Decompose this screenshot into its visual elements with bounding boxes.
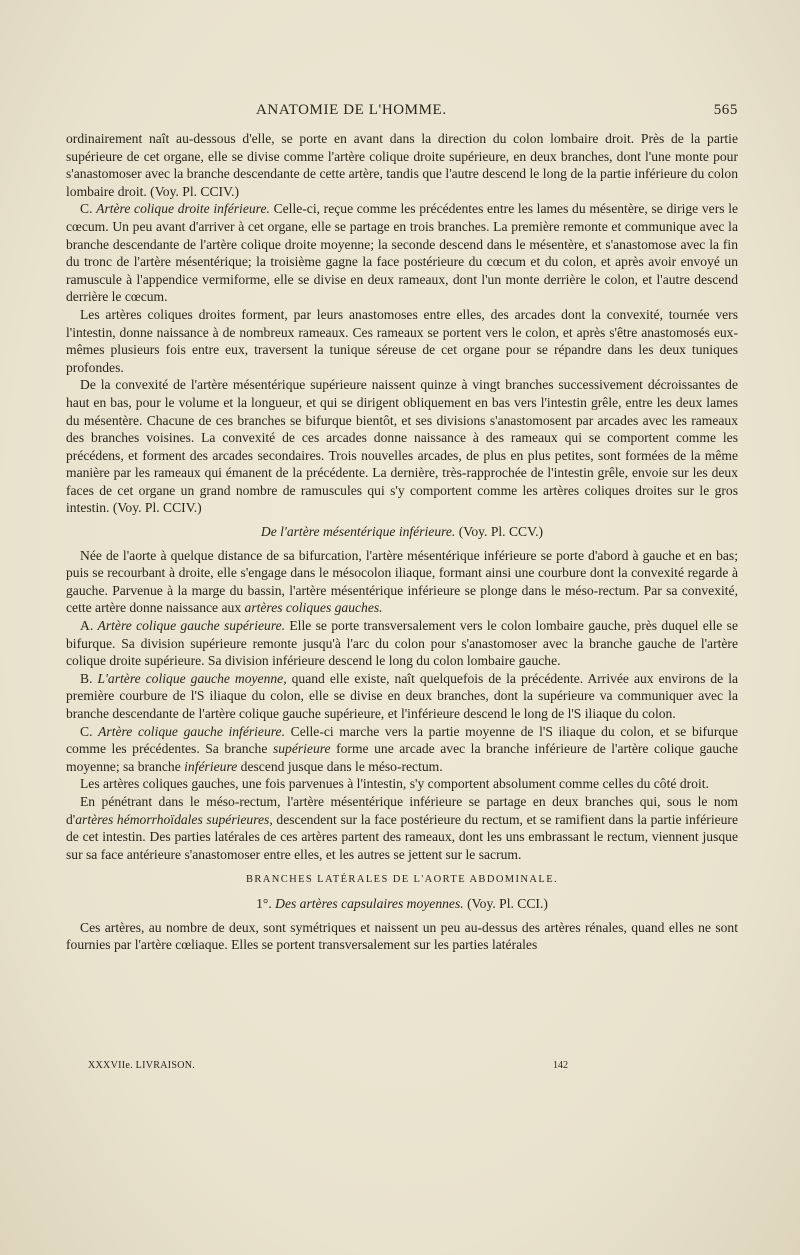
running-title: ANATOMIE DE L'HOMME.	[256, 102, 447, 118]
paragraph-text: Née de l'aorte à quelque distance de sa bifurcation, l'artère mésentérique inférieure se porte d'abord à gauche et en bas; puis se recourbant à droite, elle s'engage dans le mésocolon iliaque, formant ainsi une courbure dont la convexité regarde à gauche. Parvenue à la marge du bassin, l'artère mésentérique inférieure se plonge dans le méso-rectum. Par sa convexité, cette artère donne naissance aux	[66, 547, 738, 616]
section-heading	[66, 895, 738, 913]
item-letter: B.	[80, 670, 93, 686]
paragraph	[66, 670, 738, 723]
italic-term: supérieure	[272, 741, 331, 757]
paragraph: Ces artères, au nombre de deux, sont symétriques et naissent un peu au-dessus des artères rénales, quand elles ne sont fournies par l'artère cœliaque. Elles se portent transversalement sur les parties latérales	[66, 919, 738, 953]
paragraph	[66, 200, 738, 306]
item-title: L'artère colique gauche moyenne,	[97, 670, 287, 686]
plate-reference: (Voy. Pl. CCI.)	[467, 895, 548, 911]
item-text: quand elle existe, naît quelquefois de la précédente. Arrivée aux environs de la première courbure de l'S iliaque du colon, elle se divise en deux branches, dont la supérieure va communiquer avec la branche descendante de l'artère colique gauche supérieure, et l'inférieure descend le long de l'S iliaque du colon.	[66, 670, 739, 721]
item-text: Celle-ci, reçue comme les précédentes entre les lames du mésentère, se dirige vers le cœcum. Un peu avant d'arriver à cet organe, elle se partage en trois branches. La première remonte et communique avec la branche descendante de l'artère colique droite moyenne; la seconde descend dans le mésentère, et s'anastomose avec la fin du tronc de l'artère mésentérique; la troisième gagne la face postérieure du cœcum et du colon, et après avoir envoyé un ramuscule à l'appendice vermiforme, elle se divise en deux rameaux, dont l'un monte derrière le colon, et l'autre descend derrière le cœcum.	[66, 201, 739, 305]
signature-number: 142	[553, 1060, 568, 1071]
paragraph	[66, 723, 738, 776]
section-title: De l'artère mésentérique inférieure.	[260, 524, 456, 540]
page-footer	[88, 1060, 738, 1076]
item-title: Artère colique gauche inférieure.	[98, 723, 285, 739]
chapter-subheading: BRANCHES LATÉRALES DE L'AORTE ABDOMINALE.	[245, 874, 559, 886]
plate-reference: (Voy. Pl. CCV.)	[458, 524, 544, 540]
item-letter: A.	[80, 618, 94, 634]
paragraph	[66, 617, 738, 670]
item-text: Elle se porte transversalement vers le colon lombaire gauche, près duquel elle se bifurque. Sa division supérieure remonte jusqu'à l'arc du colon pour s'anastomoser avec la branche gauche de l'artère colique droite supérieure. Sa division inférieure descend le long du colon lombaire gauche.	[66, 618, 738, 669]
item-text: Celle-ci marche vers la partie moyenne de l'S iliaque du colon, et se bifurque comme les précédentes. Sa branche	[66, 723, 739, 757]
section-heading	[66, 523, 738, 541]
italic-term: artères coliques gauches.	[244, 600, 383, 616]
section-number: 1°.	[256, 895, 272, 911]
paragraph: ordinairement naît au-dessous d'elle, se porte en avant dans la direction du colon lombaire droit. Près de la partie supérieure de cet organe, elle se divise comme l'artère colique droite supérieure, en deux branches, dont l'une monte pour s'anastomoser avec la branche descendante de cette artère, tandis que l'autre descend le long de la partie inférieure du colon lombaire droit. (Voy. Pl. CCIV.)	[66, 131, 738, 199]
item-text: descend jusque dans le méso-rectum.	[240, 758, 443, 774]
italic-term: inférieure	[184, 758, 238, 774]
item-letter: C.	[80, 723, 93, 739]
page-body	[66, 130, 738, 954]
item-text: forme une arcade avec la branche inférieure de l'artère colique gauche moyenne; sa branche	[66, 741, 738, 774]
item-letter: C.	[80, 201, 93, 217]
paragraph-text: En pénétrant dans le méso-rectum, l'artère mésentérique inférieure se partage en deux branches qui, sous le nom d'	[66, 793, 738, 827]
paragraph: De la convexité de l'artère mésentérique supérieure naissent quinze à vingt branches successivement décroissantes de haut en bas, pour le volume et la longueur, et qui se dirigent obliquement en bas vers l'intestin grêle, entre les deux lames du mésentère. Chacune de ces branches se bifurque bientôt, et ses divisions s'anastomosent par arcades avec les rameaux des branches voisines. La convexité de ces arcades donne naissance à des rameaux qui se comportent comme les précédens, et forment des arcades secondaires. Trois nouvelles arcades, de plus en plus petites, sont formées de la même manière par les rameaux qui émanent de la précédente. La dernière, très-rapprochée de l'intestin grêle, envoie sur les deux faces de cet organe un grand nombre de ramuscules qui s'y comportent comme les artères coliques droites sur le gros intestin. (Voy. Pl. CCIV.)	[66, 377, 738, 516]
paragraph-text: descendent sur la face postérieure du rectum, et se ramifient dans la partie inférieure de cet intestin. Des parties latérales de ces artères partent des rameaux, dont les uns embrassant le rectum, viennent jusque sur sa face antérieure s'anastomoser entre elles, et les autres se jettent sur le sacrum.	[66, 811, 738, 862]
paragraph: Les artères coliques droites forment, par leurs anastomoses entre elles, des arcades dont la convexité, tournée vers l'intestin, donne naissance à de nombreux rameaux. Ces rameaux se portent vers le colon, et après s'être anastomosés eux-mêmes plusieurs fois entre eux, traversent la tunique séreuse de cet organe pour se répandre dans les deux tuniques profondes.	[66, 306, 738, 375]
paragraph	[66, 793, 738, 863]
page-number: 565	[713, 102, 738, 118]
item-title: Artère colique gauche supérieure.	[97, 618, 286, 634]
paragraph	[66, 547, 738, 617]
paragraph: Les artères coliques gauches, une fois parvenues à l'intestin, s'y comportent absolument comme celles du côté droit.	[80, 776, 709, 792]
item-title: Artère colique droite inférieure.	[96, 201, 270, 217]
page-header	[66, 100, 738, 122]
signature-mark: XXXVIIe. LIVRAISON.	[88, 1060, 196, 1071]
italic-term: artères hémorrhoïdales supérieures,	[75, 811, 273, 827]
section-title: Des artères capsulaires moyennes.	[275, 895, 464, 911]
